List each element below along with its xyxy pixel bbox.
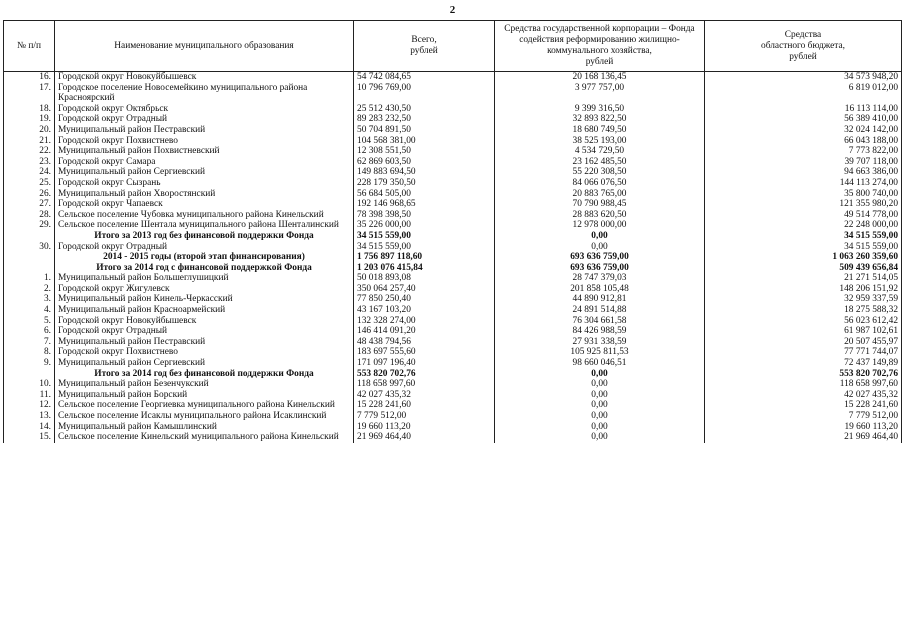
- row-name: Городской округ Новокуйбышевск: [55, 72, 354, 83]
- table-row: [4, 273, 902, 284]
- table-row: [4, 294, 902, 305]
- row-num: 21.: [4, 136, 55, 147]
- row-name: Городской округ Новокуйбышевск: [55, 316, 354, 327]
- table-row: [4, 210, 902, 221]
- row-regional: 6 819 012,00: [705, 83, 902, 104]
- row-fund: 28 747 379,03: [495, 273, 705, 284]
- table-row: [4, 220, 902, 231]
- row-total: 132 328 274,00: [354, 316, 495, 327]
- row-name: Городской округ Похвистнево: [55, 136, 354, 147]
- row-regional: 21 969 464,40: [705, 432, 902, 443]
- row-fund: 76 304 661,58: [495, 316, 705, 327]
- row-regional: 19 660 113,20: [705, 422, 902, 433]
- row-fund: 12 978 000,00: [495, 220, 705, 231]
- row-num: 30.: [4, 242, 55, 253]
- row-regional: 72 437 149,89: [705, 358, 902, 369]
- row-regional: 34 515 559,00: [705, 231, 902, 242]
- row-fund: 693 636 759,00: [495, 252, 705, 263]
- header-fund: Средства государственной корпорации – Фонда содействия реформированию жилищно-коммунального хозяйства, рублей: [495, 21, 705, 72]
- row-num: 9.: [4, 358, 55, 369]
- row-total: 56 684 505,00: [354, 189, 495, 200]
- table-row: [4, 379, 902, 390]
- row-total: 10 796 769,00: [354, 83, 495, 104]
- row-regional: 56 389 410,00: [705, 114, 902, 125]
- table-row: [4, 125, 902, 136]
- row-num: 25.: [4, 178, 55, 189]
- row-total: 192 146 968,65: [354, 199, 495, 210]
- row-num: 8.: [4, 347, 55, 358]
- row-total: 7 779 512,00: [354, 411, 495, 422]
- row-fund: 4 534 729,50: [495, 146, 705, 157]
- row-fund: 693 636 759,00: [495, 263, 705, 274]
- row-name: Городской округ Чапаевск: [55, 199, 354, 210]
- table-row: [4, 326, 902, 337]
- page-number: 2: [449, 4, 456, 16]
- table-row: [4, 422, 902, 433]
- row-num: 14.: [4, 422, 55, 433]
- table-row: [4, 432, 902, 443]
- row-num: 22.: [4, 146, 55, 157]
- row-name: Городской округ Сызрань: [55, 178, 354, 189]
- row-regional: 118 658 997,60: [705, 379, 902, 390]
- table-row: [4, 157, 902, 168]
- row-regional: 15 228 241,60: [705, 400, 902, 411]
- table-row: [4, 305, 902, 316]
- row-regional: 66 043 188,00: [705, 136, 902, 147]
- row-regional: 144 113 274,00: [705, 178, 902, 189]
- row-name: Городской округ Жигулевск: [55, 284, 354, 295]
- table-row: [4, 347, 902, 358]
- row-regional: 35 800 740,00: [705, 189, 902, 200]
- row-total: 1 756 897 118,60: [354, 252, 495, 263]
- row-regional: 7 773 822,00: [705, 146, 902, 157]
- row-num: 2.: [4, 284, 55, 295]
- row-total: 104 568 381,00: [354, 136, 495, 147]
- row-fund: 44 890 912,81: [495, 294, 705, 305]
- row-name: Муниципальный район Кинель-Черкасский: [55, 294, 354, 305]
- header-num: № п/п: [4, 21, 55, 72]
- table-total-row: [4, 369, 902, 380]
- row-num: 19.: [4, 114, 55, 125]
- table-row: [4, 146, 902, 157]
- row-total: 77 850 250,40: [354, 294, 495, 305]
- row-num: 3.: [4, 294, 55, 305]
- row-num: 18.: [4, 104, 55, 115]
- row-fund: 0,00: [495, 422, 705, 433]
- row-num: 4.: [4, 305, 55, 316]
- row-regional: 77 771 744,07: [705, 347, 902, 358]
- row-name: Муниципальный район Безенчукский: [55, 379, 354, 390]
- row-fund: 55 220 308,50: [495, 167, 705, 178]
- row-name: Городской округ Октябрьск: [55, 104, 354, 115]
- row-num: 13.: [4, 411, 55, 422]
- row-name: Муниципальный район Похвистневский: [55, 146, 354, 157]
- row-name: Сельское поселение Шентала муниципального района Шенталинский: [55, 220, 354, 231]
- row-regional: 42 027 435,32: [705, 390, 902, 401]
- table-row: [4, 83, 902, 104]
- row-name: Муниципальный район Пестравский: [55, 125, 354, 136]
- row-name: Городской округ Похвистнево: [55, 347, 354, 358]
- row-regional: 94 663 386,00: [705, 167, 902, 178]
- row-total: 15 228 241,60: [354, 400, 495, 411]
- row-fund: 0,00: [495, 369, 705, 380]
- row-fund: 20 168 136,45: [495, 72, 705, 83]
- row-regional: 148 206 151,92: [705, 284, 902, 295]
- row-name: Муниципальный район Борский: [55, 390, 354, 401]
- row-num: 16.: [4, 72, 55, 83]
- row-fund: 0,00: [495, 411, 705, 422]
- row-regional: 18 275 588,32: [705, 305, 902, 316]
- row-regional: 49 514 778,00: [705, 210, 902, 221]
- row-name: Сельское поселение Исаклы муниципального района Исаклинский: [55, 411, 354, 422]
- row-regional: 21 271 514,05: [705, 273, 902, 284]
- row-fund: 9 399 316,50: [495, 104, 705, 115]
- row-fund: 0,00: [495, 400, 705, 411]
- row-total: 34 515 559,00: [354, 231, 495, 242]
- row-regional: 61 987 102,61: [705, 326, 902, 337]
- row-fund: 18 680 749,50: [495, 125, 705, 136]
- row-num: 26.: [4, 189, 55, 200]
- row-total: 149 883 694,50: [354, 167, 495, 178]
- row-regional: 509 439 656,84: [705, 263, 902, 274]
- financing-table: [3, 20, 902, 443]
- row-name: Муниципальный район Пестравский: [55, 337, 354, 348]
- row-fund: 23 162 485,50: [495, 157, 705, 168]
- row-regional: 32 024 142,00: [705, 125, 902, 136]
- row-regional: 16 113 114,00: [705, 104, 902, 115]
- row-num: [4, 263, 55, 274]
- table-row: [4, 400, 902, 411]
- row-num: 1.: [4, 273, 55, 284]
- row-total: 553 820 702,76: [354, 369, 495, 380]
- row-name: Итого за 2014 год без финансовой поддержки Фонда: [55, 369, 354, 380]
- row-total: 25 512 430,50: [354, 104, 495, 115]
- row-num: 7.: [4, 337, 55, 348]
- row-regional: 1 063 260 359,60: [705, 252, 902, 263]
- header-regional: Средства областного бюджета, рублей: [705, 21, 902, 72]
- row-regional: 56 023 612,42: [705, 316, 902, 327]
- row-fund: 27 931 338,59: [495, 337, 705, 348]
- row-fund: 3 977 757,00: [495, 83, 705, 104]
- row-name: Городское поселение Новосемейкино муниципального района Красноярский: [55, 83, 354, 104]
- table-row: [4, 189, 902, 200]
- table-row: [4, 104, 902, 115]
- row-total: 50 704 891,50: [354, 125, 495, 136]
- row-fund: 98 660 046,51: [495, 358, 705, 369]
- row-total: 35 226 000,00: [354, 220, 495, 231]
- table-row: [4, 358, 902, 369]
- row-name: Сельское поселение Чубовка муниципального района Кинельский: [55, 210, 354, 221]
- row-regional: 553 820 702,76: [705, 369, 902, 380]
- row-num: 20.: [4, 125, 55, 136]
- row-fund: 201 858 105,48: [495, 284, 705, 295]
- row-total: 48 438 794,56: [354, 337, 495, 348]
- row-num: [4, 369, 55, 380]
- row-regional: 39 707 118,00: [705, 157, 902, 168]
- table-body: [4, 72, 902, 443]
- row-num: [4, 252, 55, 263]
- row-fund: 0,00: [495, 242, 705, 253]
- table-row: [4, 199, 902, 210]
- row-num: 6.: [4, 326, 55, 337]
- row-total: 54 742 084,65: [354, 72, 495, 83]
- row-total: 118 658 997,60: [354, 379, 495, 390]
- row-regional: 7 779 512,00: [705, 411, 902, 422]
- row-regional: 20 507 455,97: [705, 337, 902, 348]
- row-fund: 0,00: [495, 379, 705, 390]
- row-name: Муниципальный район Камышлинский: [55, 422, 354, 433]
- table-row: [4, 411, 902, 422]
- row-num: 12.: [4, 400, 55, 411]
- row-total: 21 969 464,40: [354, 432, 495, 443]
- table-row: [4, 178, 902, 189]
- table-row: [4, 337, 902, 348]
- row-num: [4, 231, 55, 242]
- row-total: 89 283 232,50: [354, 114, 495, 125]
- row-fund: 105 925 811,53: [495, 347, 705, 358]
- row-num: 24.: [4, 167, 55, 178]
- row-regional: 22 248 000,00: [705, 220, 902, 231]
- table-row: [4, 136, 902, 147]
- table-row: [4, 167, 902, 178]
- row-name: Городской округ Самара: [55, 157, 354, 168]
- row-total: 78 398 398,50: [354, 210, 495, 221]
- row-name: Городской округ Отрадный: [55, 242, 354, 253]
- row-total: 50 018 893,08: [354, 273, 495, 284]
- row-num: 27.: [4, 199, 55, 210]
- row-total: 42 027 435,32: [354, 390, 495, 401]
- row-fund: 84 066 076,50: [495, 178, 705, 189]
- row-num: 29.: [4, 220, 55, 231]
- row-name: Сельское поселение Георгиевка муниципального района Кинельский: [55, 400, 354, 411]
- row-total: 19 660 113,20: [354, 422, 495, 433]
- table-header-row: [4, 21, 902, 72]
- row-fund: 0,00: [495, 432, 705, 443]
- row-regional: 121 355 980,20: [705, 199, 902, 210]
- table-row: [4, 72, 902, 83]
- table-row: [4, 390, 902, 401]
- row-name: Муниципальный район Сергиевский: [55, 167, 354, 178]
- row-fund: 70 790 988,45: [495, 199, 705, 210]
- row-num: 17.: [4, 83, 55, 104]
- header-total: Всего, рублей: [354, 21, 495, 72]
- row-total: 183 697 555,60: [354, 347, 495, 358]
- row-total: 43 167 103,20: [354, 305, 495, 316]
- row-name: Муниципальный район Большеглушицкий: [55, 273, 354, 284]
- row-total: 62 869 603,50: [354, 157, 495, 168]
- row-total: 1 203 076 415,84: [354, 263, 495, 274]
- row-total: 350 064 257,40: [354, 284, 495, 295]
- table-row: [4, 316, 902, 327]
- row-fund: 38 525 193,00: [495, 136, 705, 147]
- row-name: 2014 - 2015 годы (второй этап финансирования): [55, 252, 354, 263]
- row-total: 12 308 551,50: [354, 146, 495, 157]
- row-regional: 34 573 948,20: [705, 72, 902, 83]
- row-total: 34 515 559,00: [354, 242, 495, 253]
- row-num: 5.: [4, 316, 55, 327]
- row-num: 11.: [4, 390, 55, 401]
- row-total: 228 179 350,50: [354, 178, 495, 189]
- row-total: 171 097 196,40: [354, 358, 495, 369]
- row-name: Муниципальный район Красноармейский: [55, 305, 354, 316]
- row-regional: 32 959 337,59: [705, 294, 902, 305]
- row-fund: 32 893 822,50: [495, 114, 705, 125]
- row-fund: 28 883 620,50: [495, 210, 705, 221]
- row-name: Муниципальный район Сергиевский: [55, 358, 354, 369]
- table-total-row: [4, 231, 902, 242]
- table-total-row: [4, 252, 902, 263]
- row-fund: 20 883 765,00: [495, 189, 705, 200]
- row-num: 15.: [4, 432, 55, 443]
- header-name: Наименование муниципального образования: [55, 21, 354, 72]
- row-fund: 0,00: [495, 390, 705, 401]
- row-name: Итого за 2013 год без финансовой поддержки Фонда: [55, 231, 354, 242]
- row-name: Городской округ Отрадный: [55, 114, 354, 125]
- row-fund: 0,00: [495, 231, 705, 242]
- row-name: Муниципальный район Хворостянский: [55, 189, 354, 200]
- table-total-row: [4, 263, 902, 274]
- row-fund: 24 891 514,88: [495, 305, 705, 316]
- row-total: 146 414 091,20: [354, 326, 495, 337]
- row-num: 23.: [4, 157, 55, 168]
- row-num: 28.: [4, 210, 55, 221]
- row-name: Сельское поселение Кинельский муниципального района Кинельский: [55, 432, 354, 443]
- row-num: 10.: [4, 379, 55, 390]
- row-fund: 84 426 988,59: [495, 326, 705, 337]
- row-name: Итого за 2014 год с финансовой поддержкой Фонда: [55, 263, 354, 274]
- table-row: [4, 284, 902, 295]
- row-regional: 34 515 559,00: [705, 242, 902, 253]
- table-row: [4, 242, 902, 253]
- row-name: Городской округ Отрадный: [55, 326, 354, 337]
- table-row: [4, 114, 902, 125]
